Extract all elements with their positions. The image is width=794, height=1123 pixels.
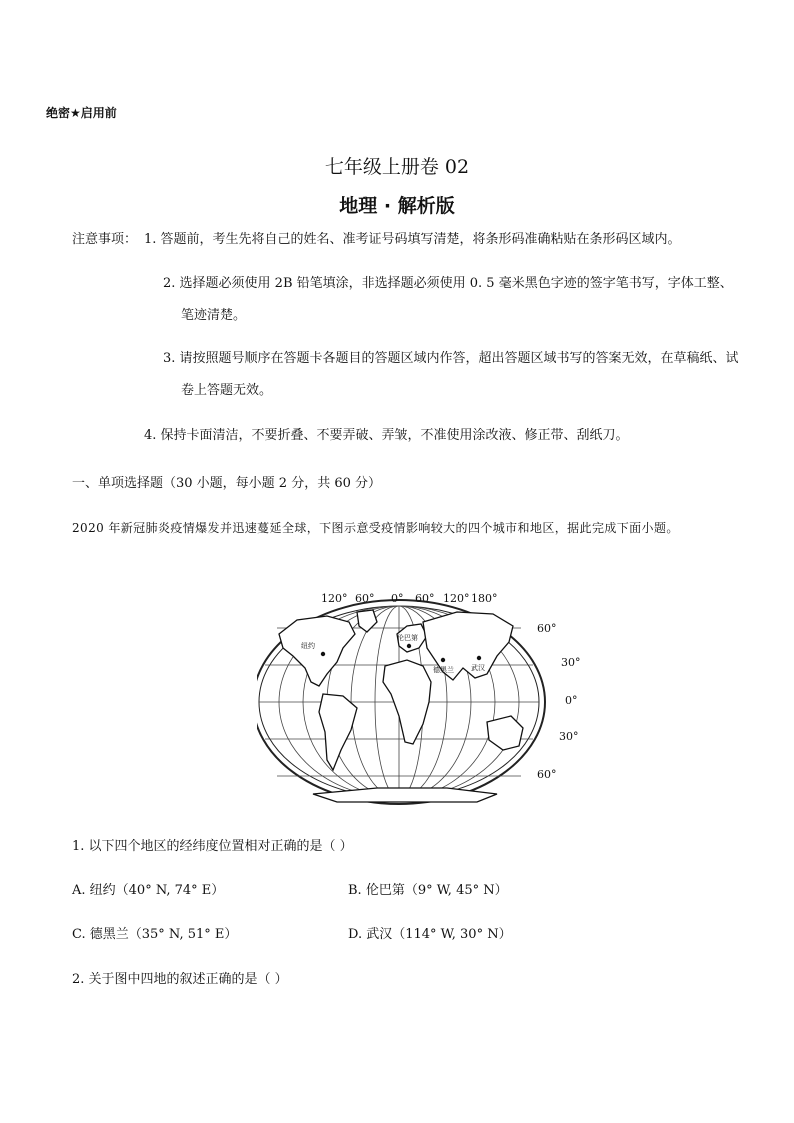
exam-title: 七年级上册卷 02 [324, 156, 470, 178]
notes-label: 注意事项： [72, 232, 138, 247]
lon-label: 60° [415, 592, 435, 605]
exam-subtitle: 地理 · 解析版 [339, 195, 455, 217]
option-d: D. 武汉（114° W, 30° N） [348, 927, 512, 942]
lon-label: 180° [471, 592, 498, 605]
lon-label: 60° [355, 592, 375, 605]
note-item: 4. 保持卡面清洁，不要折叠、不要弄破、弄皱，不准使用涂改液、修正带、刮纸刀。 [144, 428, 629, 443]
section-title: 一、单项选择题（30 小题，每小题 2 分，共 60 分） [72, 476, 382, 491]
question-1-stem: 1. 以下四个地区的经纬度位置相对正确的是（ ） [72, 839, 353, 854]
lat-label: 60° [537, 622, 557, 635]
option-b: B. 伦巴第（9° W, 45° N） [348, 883, 508, 898]
lat-label: 0° [565, 694, 578, 707]
note-item: 3. 请按照题号顺序在答题卡各题目的答题区域内作答，超出答题区域书写的答案无效，在草稿纸、试卷上答题无效。 [163, 351, 739, 398]
city-label-wuhan: 武汉 [471, 664, 485, 672]
note-item: 1. 答题前，考生先将自己的姓名、准考证号码填写清楚，将条形码准确粘贴在条形码区域内。 [144, 232, 681, 247]
lon-label: 0° [391, 592, 404, 605]
city-label-tehran: 德黑兰 [433, 666, 454, 674]
confidential-label: 绝密★启用前 [46, 106, 117, 120]
lon-label: 120° [321, 592, 348, 605]
world-map [257, 582, 587, 814]
city-label-newyork: 纽约 [301, 642, 315, 650]
lat-label: 60° [537, 768, 557, 781]
option-a: A. 纽约（40° N, 74° E） [72, 883, 225, 898]
option-c: C. 德黑兰（35° N, 51° E） [72, 927, 238, 942]
lat-label: 30° [561, 656, 581, 669]
note-item: 2. 选择题必须使用 2B 铅笔填涂，非选择题必须使用 0. 5 毫米黑色字迹的签字笔书写，字体工整、笔迹清楚。 [163, 276, 733, 323]
city-label-lombardy: 伦巴第 [397, 634, 418, 642]
question-2-stem: 2. 关于图中四地的叙述正确的是（ ） [72, 972, 288, 987]
lon-label: 120° [443, 592, 470, 605]
passage-text: 2020 年新冠肺炎疫情爆发并迅速蔓延全球，下图示意受疫情影响较大的四个城市和地区，据此完成下面小题。 [72, 521, 679, 535]
lat-label: 30° [559, 730, 579, 743]
